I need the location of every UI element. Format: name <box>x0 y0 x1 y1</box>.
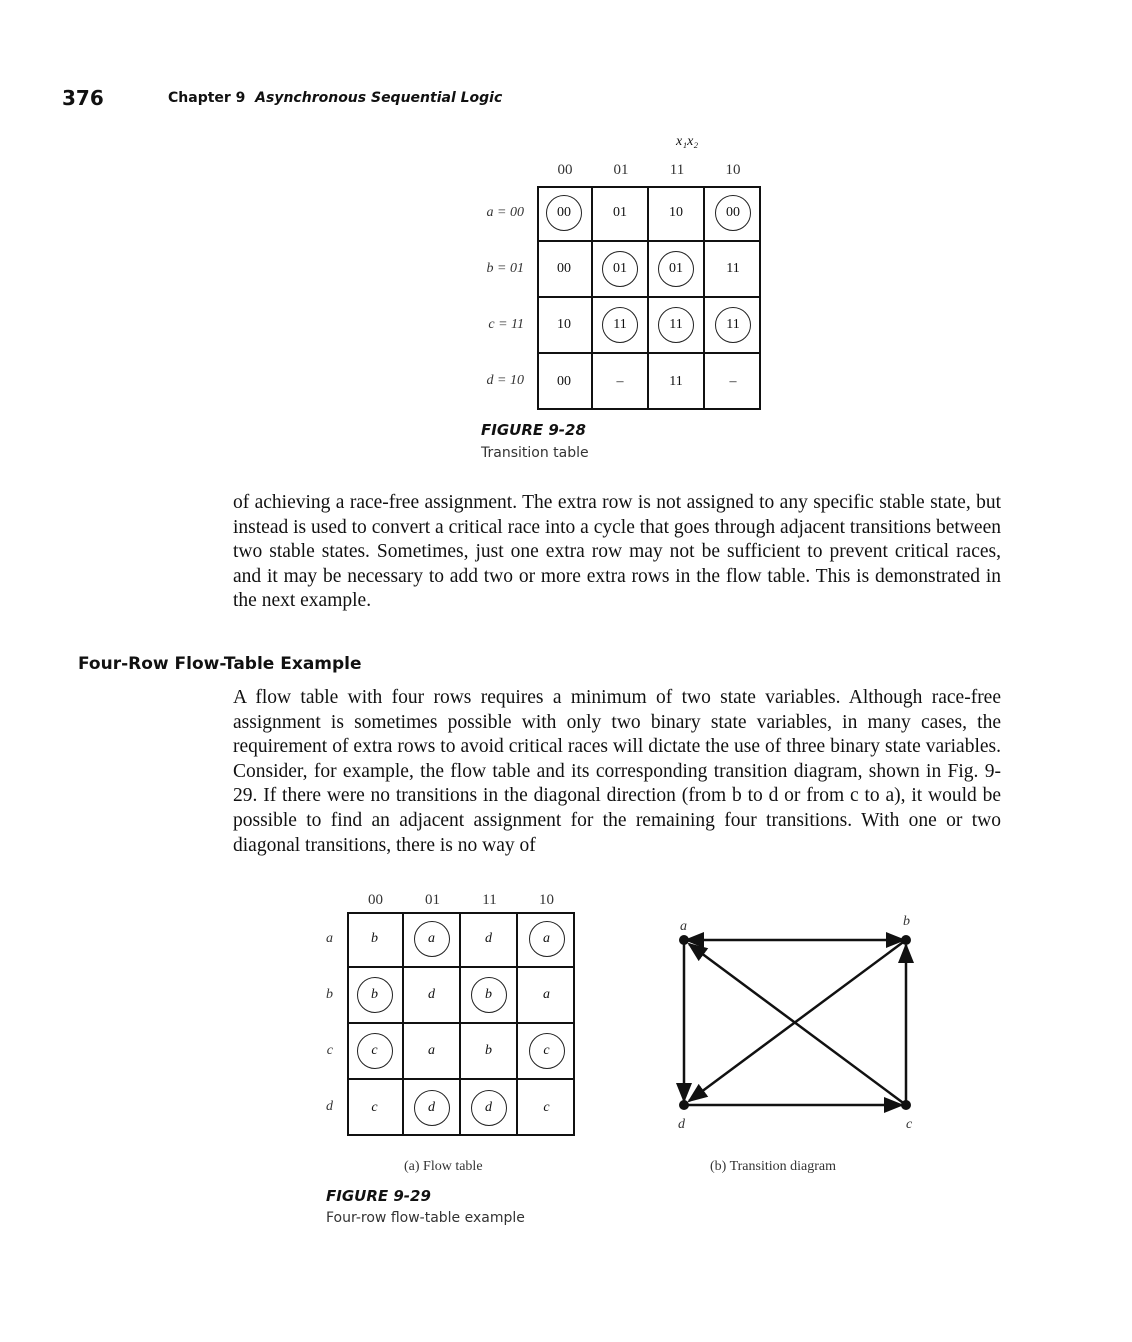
fig28-column-header: 11 <box>669 162 685 178</box>
fig28-row-label: b = 01 <box>486 261 524 276</box>
fig29-cell <box>404 1024 461 1080</box>
fig29-cell <box>518 912 575 968</box>
next-state-value: 00 <box>557 374 571 389</box>
next-state-value: d <box>485 931 492 946</box>
chapter-number: Chapter 9 <box>168 90 246 106</box>
next-state-value: 10 <box>669 205 683 220</box>
next-state-value: 11 <box>726 261 740 276</box>
fig28-cell <box>705 298 761 354</box>
fig29-cell <box>461 1080 518 1136</box>
fig28-cell <box>537 186 593 242</box>
fig28-cell <box>649 242 705 298</box>
fig29-cell <box>347 912 404 968</box>
edge-c-a <box>689 944 906 1105</box>
node-c <box>901 1100 911 1110</box>
fig28-cell <box>593 242 649 298</box>
stable-state-value: d <box>428 1100 435 1115</box>
stable-state-circle <box>602 251 638 287</box>
stable-state-circle <box>658 251 694 287</box>
next-state-value: d <box>428 987 435 1002</box>
stable-state-circle <box>529 1033 565 1069</box>
fig29-cell <box>461 912 518 968</box>
fig29-column-header: 11 <box>482 892 497 908</box>
stable-state-circle <box>414 921 450 957</box>
next-state-value: a <box>428 1043 435 1058</box>
fig29-cell <box>461 968 518 1024</box>
fig28-column-header: 01 <box>613 162 629 178</box>
fig28-row-label: c = 11 <box>488 317 524 332</box>
stable-state-circle <box>546 195 582 231</box>
node-a <box>679 935 689 945</box>
chapter-header <box>168 90 502 106</box>
fig28-cell <box>705 242 761 298</box>
page-number: 376 <box>62 86 104 110</box>
fig29-cell <box>461 1024 518 1080</box>
fig28-cell <box>649 298 705 354</box>
fig29-cell <box>347 1024 404 1080</box>
next-state-value: 11 <box>669 374 683 389</box>
fig28-cell <box>593 186 649 242</box>
figure-9-28-label: FIGURE 9-28 <box>481 421 586 439</box>
next-state-value: b <box>371 931 378 946</box>
next-state-value: c <box>543 1100 550 1115</box>
figure-9-28-caption: Transition table <box>481 445 589 461</box>
stable-state-value: 00 <box>726 205 740 220</box>
fig29-cell <box>404 968 461 1024</box>
fig28-cell <box>537 242 593 298</box>
next-state-value: 01 <box>613 205 627 220</box>
next-state-value: c <box>371 1100 378 1115</box>
fig28-row-label: a = 00 <box>486 205 524 220</box>
stable-state-value: 11 <box>613 317 627 332</box>
fig29-cell <box>404 912 461 968</box>
fig29-cell <box>518 968 575 1024</box>
node-a-label: a <box>680 919 687 934</box>
next-state-value: – <box>729 374 737 389</box>
fig29-cell <box>347 968 404 1024</box>
stable-state-circle <box>715 195 751 231</box>
stable-state-circle <box>357 1033 393 1069</box>
stable-state-value: 00 <box>557 205 571 220</box>
stable-state-value: b <box>485 987 492 1002</box>
next-state-value: b <box>485 1043 492 1058</box>
paragraph-race-free: of achieving a race-free assignment. The extra row is not assigned to any specific stable state, but instead is used to convert a critical race into a cycle that goes through adjacent transitions between two stable states. Sometimes, just one extra row may not be sufficient to prevent critical races, and it may be necessary to add two or more extra rows in the flow table. This is demonstrated in the next example. <box>233 492 1001 612</box>
stable-state-circle <box>414 1090 450 1126</box>
stable-state-value: 11 <box>726 317 740 332</box>
fig29-column-header: 10 <box>539 892 554 908</box>
fig29-cell <box>347 1080 404 1136</box>
fig28-cell <box>649 186 705 242</box>
node-b <box>901 935 911 945</box>
edge-b-d <box>689 940 906 1101</box>
stable-state-value: 01 <box>669 261 683 276</box>
fig29-row-label: b <box>326 987 333 1002</box>
fig28-cell <box>593 298 649 354</box>
next-state-value: 10 <box>557 317 571 332</box>
node-c-label: c <box>906 1117 913 1132</box>
fig28-column-header: 00 <box>557 162 573 178</box>
fig28-cell <box>705 354 761 410</box>
section-title: Four-Row Flow-Table Example <box>78 654 362 674</box>
fig28-cell <box>537 298 593 354</box>
stable-state-value: 01 <box>613 261 627 276</box>
fig28-cell <box>705 186 761 242</box>
fig28-cell <box>649 354 705 410</box>
caption-flow-table: (a) Flow table <box>404 1159 483 1174</box>
stable-state-circle <box>357 977 393 1013</box>
fig29-cell <box>518 1080 575 1136</box>
stable-state-circle <box>471 1090 507 1126</box>
caption-transition-diagram: (b) Transition diagram <box>710 1159 836 1174</box>
fig29-row-label: c <box>326 1043 333 1058</box>
next-state-value: – <box>616 374 624 389</box>
node-d <box>679 1100 689 1110</box>
next-state-value: a <box>543 987 550 1002</box>
node-b-label: b <box>903 914 910 929</box>
stable-state-value: c <box>371 1043 378 1058</box>
stable-state-value: b <box>371 987 378 1002</box>
stable-state-value: a <box>543 931 550 946</box>
node-d-label: d <box>678 1117 685 1132</box>
figure-9-29-caption: Four-row flow-table example <box>326 1210 525 1226</box>
transition-diagram <box>660 905 930 1135</box>
fig28-row-label: d = 10 <box>486 373 524 388</box>
fig29-row-label: a <box>326 931 333 946</box>
paragraph-four-row: A flow table with four rows requires a minimum of two state variables. Although race-free assignment is sometimes possible with only two binary state variables, in many cases, the requirement of extra rows to avoid critical races will dictate the use of three binary state variables. Consider, for example, the flow table and its corresponding transition diagram, shown in Fig. 9-29. If there were no transitions in the diagonal direction (from b to d or from c to a), it would be possible to find an adjacent assignment for the remaining four transitions. With one or two diagonal transitions, there is no way of <box>233 687 1001 856</box>
stable-state-value: 11 <box>669 317 683 332</box>
fig29-row-label: d <box>326 1099 333 1114</box>
stable-state-circle <box>529 921 565 957</box>
next-state-value: 00 <box>557 261 571 276</box>
stable-state-value: a <box>428 931 435 946</box>
stable-state-circle <box>471 977 507 1013</box>
fig28-column-header: 10 <box>725 162 741 178</box>
stable-state-circle <box>602 307 638 343</box>
figure-9-29-label: FIGURE 9-29 <box>326 1187 431 1205</box>
stable-state-circle <box>658 307 694 343</box>
stable-state-value: c <box>543 1043 550 1058</box>
stable-state-circle <box>715 307 751 343</box>
fig28-cell <box>537 354 593 410</box>
stable-state-value: d <box>485 1100 492 1115</box>
fig28-cell <box>593 354 649 410</box>
fig29-cell <box>404 1080 461 1136</box>
fig29-column-header: 01 <box>425 892 440 908</box>
fig29-column-header: 00 <box>368 892 383 908</box>
fig29-cell <box>518 1024 575 1080</box>
chapter-title: Asynchronous Sequential Logic <box>255 90 503 106</box>
variable-label: x₁x₂ <box>676 134 699 149</box>
